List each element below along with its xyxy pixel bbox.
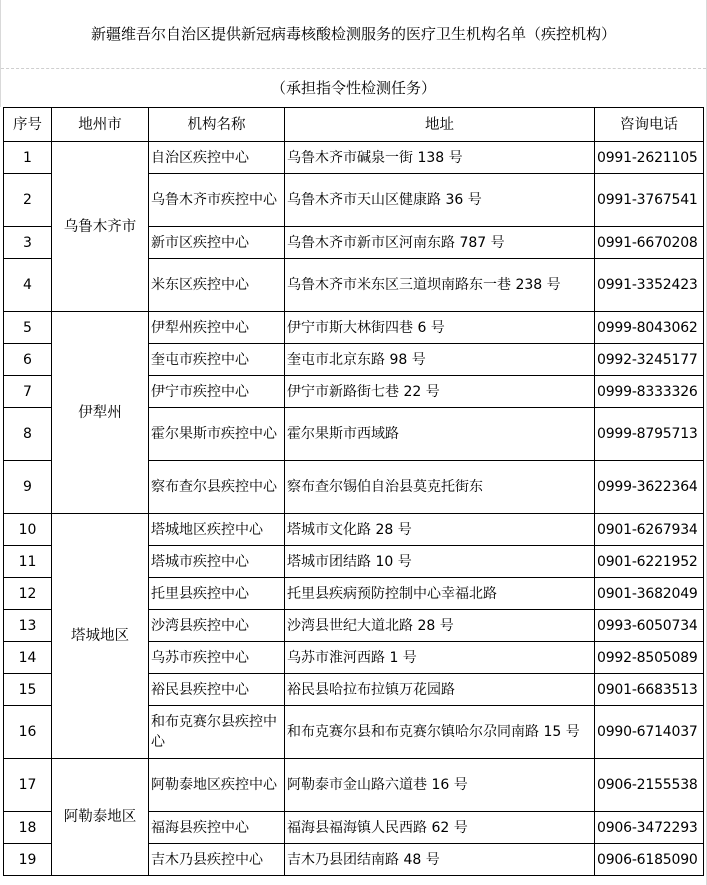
org-name: 托里县疾控中心: [149, 578, 285, 610]
row-number: 11: [4, 546, 52, 578]
org-address: 乌鲁木齐市米东区三道坝南路东一巷 238 号: [285, 259, 595, 312]
org-name: 福海县疾控中心: [149, 812, 285, 844]
org-phone: 0999-3622364: [595, 461, 704, 514]
org-name: 沙湾县疾控中心: [149, 610, 285, 642]
region-cell: 乌鲁木齐市: [52, 142, 149, 312]
org-name: 奎屯市疾控中心: [149, 344, 285, 376]
row-number: 10: [4, 514, 52, 546]
org-phone: 0901-6683513: [595, 674, 704, 706]
row-number: 6: [4, 344, 52, 376]
org-phone: 0906-2155538: [595, 759, 704, 812]
org-address: 裕民县哈拉布拉镇万花园路: [285, 674, 595, 706]
table-row: [4, 142, 704, 174]
institution-table: [3, 107, 704, 876]
row-number: 5: [4, 312, 52, 344]
header-org: 机构名称: [149, 108, 285, 142]
table-header-row: [4, 108, 704, 142]
org-address: 乌苏市淮河西路 1 号: [285, 642, 595, 674]
table-row: [4, 514, 704, 546]
org-address: 霍尔果斯市西域路: [285, 408, 595, 461]
org-address: 托里县疾病预防控制中心幸福北路: [285, 578, 595, 610]
org-address: 奎屯市北京东路 98 号: [285, 344, 595, 376]
header-no: 序号: [4, 108, 52, 142]
row-number: 7: [4, 376, 52, 408]
table-row: [4, 759, 704, 812]
org-phone: 0990-6714037: [595, 706, 704, 759]
org-phone: 0906-6185090: [595, 844, 704, 876]
org-name: 吉木乃县疾控中心: [149, 844, 285, 876]
org-name: 米东区疾控中心: [149, 259, 285, 312]
org-phone: 0906-3472293: [595, 812, 704, 844]
org-name: 伊犁州疾控中心: [149, 312, 285, 344]
org-name: 伊宁市疾控中心: [149, 376, 285, 408]
org-name: 和布克赛尔县疾控中心: [149, 706, 285, 759]
header-address: 地址: [285, 108, 595, 142]
row-number: 13: [4, 610, 52, 642]
org-name: 塔城市疾控中心: [149, 546, 285, 578]
row-number: 2: [4, 174, 52, 227]
org-name: 乌鲁木齐市疾控中心: [149, 174, 285, 227]
page-subtitle: （承担指令性检测任务）: [270, 79, 436, 97]
region-cell: 阿勒泰地区: [52, 759, 149, 876]
org-address: 乌鲁木齐市天山区健康路 36 号: [285, 174, 595, 227]
row-number: 19: [4, 844, 52, 876]
row-number: 12: [4, 578, 52, 610]
org-phone: 0992-8505089: [595, 642, 704, 674]
row-number: 4: [4, 259, 52, 312]
org-name: 新市区疾控中心: [149, 227, 285, 259]
org-phone: 0999-8043062: [595, 312, 704, 344]
org-address: 塔城市文化路 28 号: [285, 514, 595, 546]
org-phone: 0901-3682049: [595, 578, 704, 610]
org-address: 乌鲁木齐市碱泉一街 138 号: [285, 142, 595, 174]
org-name: 阿勒泰地区疾控中心: [149, 759, 285, 812]
org-address: 塔城市团结路 10 号: [285, 546, 595, 578]
row-number: 3: [4, 227, 52, 259]
row-number: 15: [4, 674, 52, 706]
org-phone: 0901-6221952: [595, 546, 704, 578]
header-region: 地州市: [52, 108, 149, 142]
org-address: 伊宁市斯大林街四巷 6 号: [285, 312, 595, 344]
org-address: 吉木乃县团结南路 48 号: [285, 844, 595, 876]
row-number: 14: [4, 642, 52, 674]
org-name: 裕民县疾控中心: [149, 674, 285, 706]
org-name: 自治区疾控中心: [149, 142, 285, 174]
row-number: 18: [4, 812, 52, 844]
org-name: 塔城地区疾控中心: [149, 514, 285, 546]
org-phone: 0993-6050734: [595, 610, 704, 642]
org-phone: 0991-6670208: [595, 227, 704, 259]
header-phone: 咨询电话: [595, 108, 704, 142]
org-phone: 0999-8333326: [595, 376, 704, 408]
org-phone: 0901-6267934: [595, 514, 704, 546]
org-address: 乌鲁木齐市新市区河南东路 787 号: [285, 227, 595, 259]
org-phone: 0999-8795713: [595, 408, 704, 461]
org-address: 伊宁市新路街七巷 22 号: [285, 376, 595, 408]
region-cell: 塔城地区: [52, 514, 149, 759]
sheet-gridline: [1, 68, 706, 69]
row-number: 17: [4, 759, 52, 812]
page-title: 新疆维吾尔自治区提供新冠病毒核酸检测服务的医疗卫生机构名单（疾控机构）: [90, 25, 616, 43]
org-address: 福海县福海镇人民西路 62 号: [285, 812, 595, 844]
org-phone: 0992-3245177: [595, 344, 704, 376]
row-number: 1: [4, 142, 52, 174]
region-cell: 伊犁州: [52, 312, 149, 514]
org-name: 霍尔果斯市疾控中心: [149, 408, 285, 461]
org-address: 察布查尔锡伯自治县莫克托街东: [285, 461, 595, 514]
org-address: 阿勒泰市金山路六道巷 16 号: [285, 759, 595, 812]
org-phone: 0991-2621105: [595, 142, 704, 174]
row-number: 8: [4, 408, 52, 461]
org-phone: 0991-3767541: [595, 174, 704, 227]
table-row: [4, 312, 704, 344]
org-name: 乌苏市疾控中心: [149, 642, 285, 674]
org-address: 和布克赛尔县和布克赛尔镇哈尔尕同南路 15 号: [285, 706, 595, 759]
row-number: 16: [4, 706, 52, 759]
org-address: 沙湾县世纪大道北路 28 号: [285, 610, 595, 642]
org-name: 察布查尔县疾控中心: [149, 461, 285, 514]
row-number: 9: [4, 461, 52, 514]
org-phone: 0991-3352423: [595, 259, 704, 312]
